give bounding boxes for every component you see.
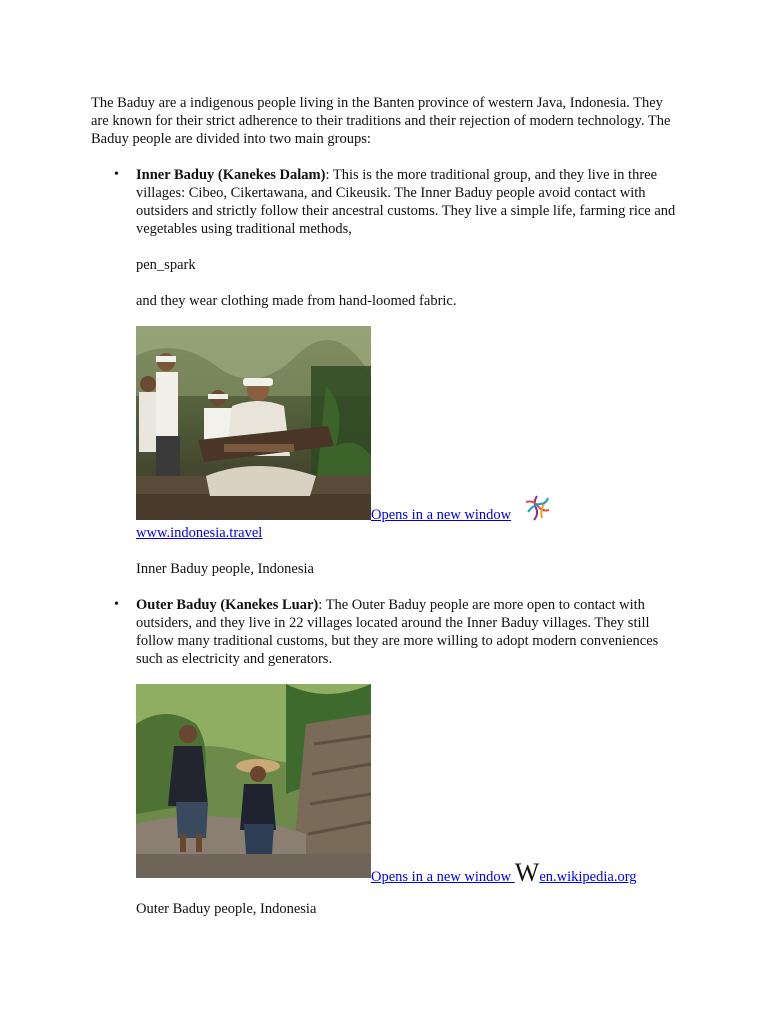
outer-baduy-caption: Outer Baduy people, Indonesia bbox=[136, 901, 317, 917]
indonesia-travel-source-link[interactable]: www.indonesia.travel bbox=[136, 525, 263, 541]
outer-baduy-paragraph bbox=[136, 596, 684, 668]
list-item-outer-baduy bbox=[114, 596, 684, 668]
outer-baduy-photo bbox=[136, 684, 371, 878]
pen-spark-icon: pen_spark bbox=[136, 257, 196, 273]
inner-baduy-title: Inner Baduy (Kanekes Dalam) bbox=[136, 167, 326, 183]
indonesia-travel-logo-icon bbox=[522, 492, 552, 522]
inner-baduy-link-row bbox=[371, 506, 511, 524]
bullet-icon: • bbox=[114, 167, 119, 182]
inner-baduy-text: : This is the more traditional group, and they live in three villages: Cibeo, Cikertawana, and Cikeusik. The Inner Baduy people avoid contact with outsiders and strictly follow their ancestral customs. They live a simple life, farming rice and vegetables using traditional methods, bbox=[136, 167, 676, 237]
inner-baduy-paragraph bbox=[136, 166, 684, 238]
bullet-icon: • bbox=[114, 597, 119, 612]
wikipedia-source-link[interactable]: en.wikipedia.org bbox=[539, 869, 637, 885]
opens-new-window-link[interactable]: Opens in a new window bbox=[371, 869, 515, 885]
wikipedia-w-icon: W bbox=[514, 858, 540, 887]
inner-baduy-photo bbox=[136, 326, 371, 520]
inner-baduy-caption: Inner Baduy people, Indonesia bbox=[136, 561, 314, 577]
intro-paragraph: The Baduy are a indigenous people living in the Banten province of western Java, Indonesia. They are known for their strict adherence to their traditions and their rejection of modern technology. The Baduy people are divided into two main groups: bbox=[91, 95, 671, 147]
outer-baduy-title: Outer Baduy (Kanekes Luar) bbox=[136, 597, 319, 613]
opens-new-window-link[interactable]: Opens in a new window bbox=[371, 507, 512, 523]
outer-baduy-link-row bbox=[371, 858, 637, 887]
outer-baduy-text: : The Outer Baduy people are more open to contact with outsiders, and they live in 22 villages located around the Inner Baduy villages. They still follow many traditional customs, but they are more willing to adopt modern conveniences such as electricity and generators. bbox=[136, 597, 659, 667]
list-item-inner-baduy bbox=[114, 166, 684, 310]
inner-baduy-text-continued: and they wear clothing made from hand-loomed fabric. bbox=[136, 293, 457, 309]
